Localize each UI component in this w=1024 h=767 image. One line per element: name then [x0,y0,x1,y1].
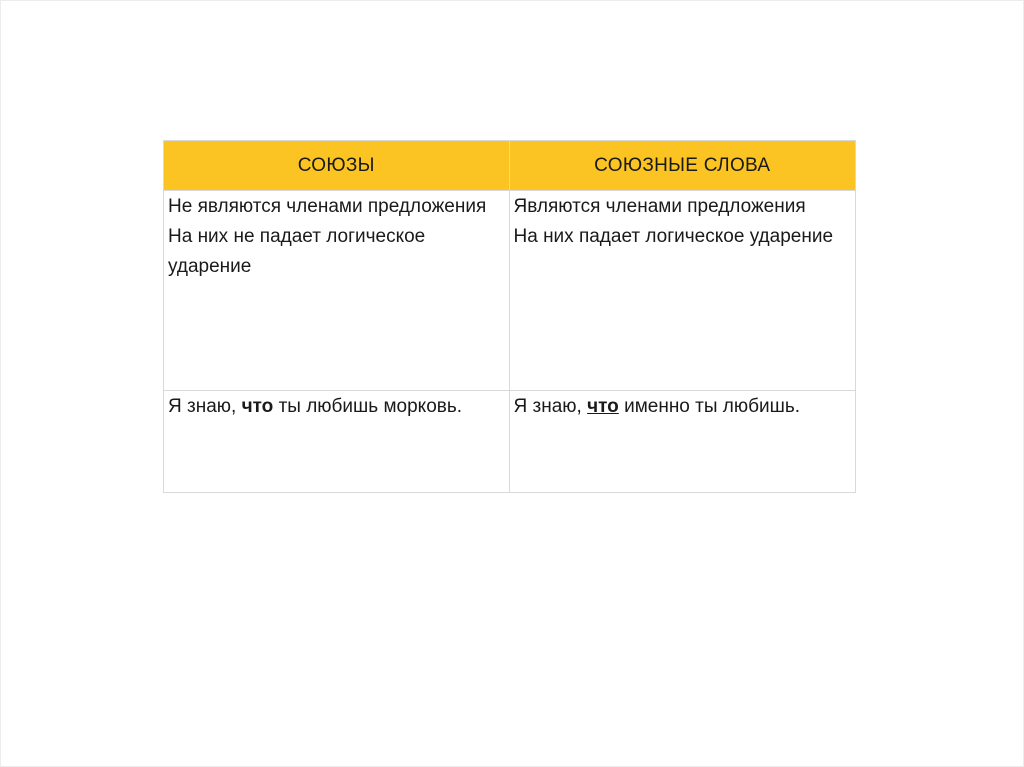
header-conjunctive-words: СОЮЗНЫЕ СЛОВА [509,141,856,191]
header-row [164,141,856,191]
highlighted-word: что [241,396,274,417]
list-item: Являются членами предложения [513,196,806,217]
example-text-start: Я знаю, [513,396,582,417]
list-item: На них падает логическое ударение [513,226,834,247]
example-text-end: ты любишь морковь. [278,396,463,417]
cell-conjunctions-example [164,391,510,493]
example-sentence [168,391,505,422]
cell-conjunctive-words-properties [509,191,856,391]
table-row [164,391,856,493]
example-sentence [514,391,852,422]
list-item: Не являются членами предложения [168,196,487,217]
table-row [164,191,856,391]
comparison-table [163,140,856,493]
list-item: На них не падает логическое ударение [168,226,426,277]
highlighted-word-underlined: что [587,396,619,417]
example-text-end: именно ты любишь. [624,396,801,417]
cell-conjunctive-words-example [509,391,856,493]
header-conjunctions: СОЮЗЫ [164,141,510,191]
cell-conjunctions-properties [164,191,510,391]
example-text-start: Я знаю, [168,396,237,417]
